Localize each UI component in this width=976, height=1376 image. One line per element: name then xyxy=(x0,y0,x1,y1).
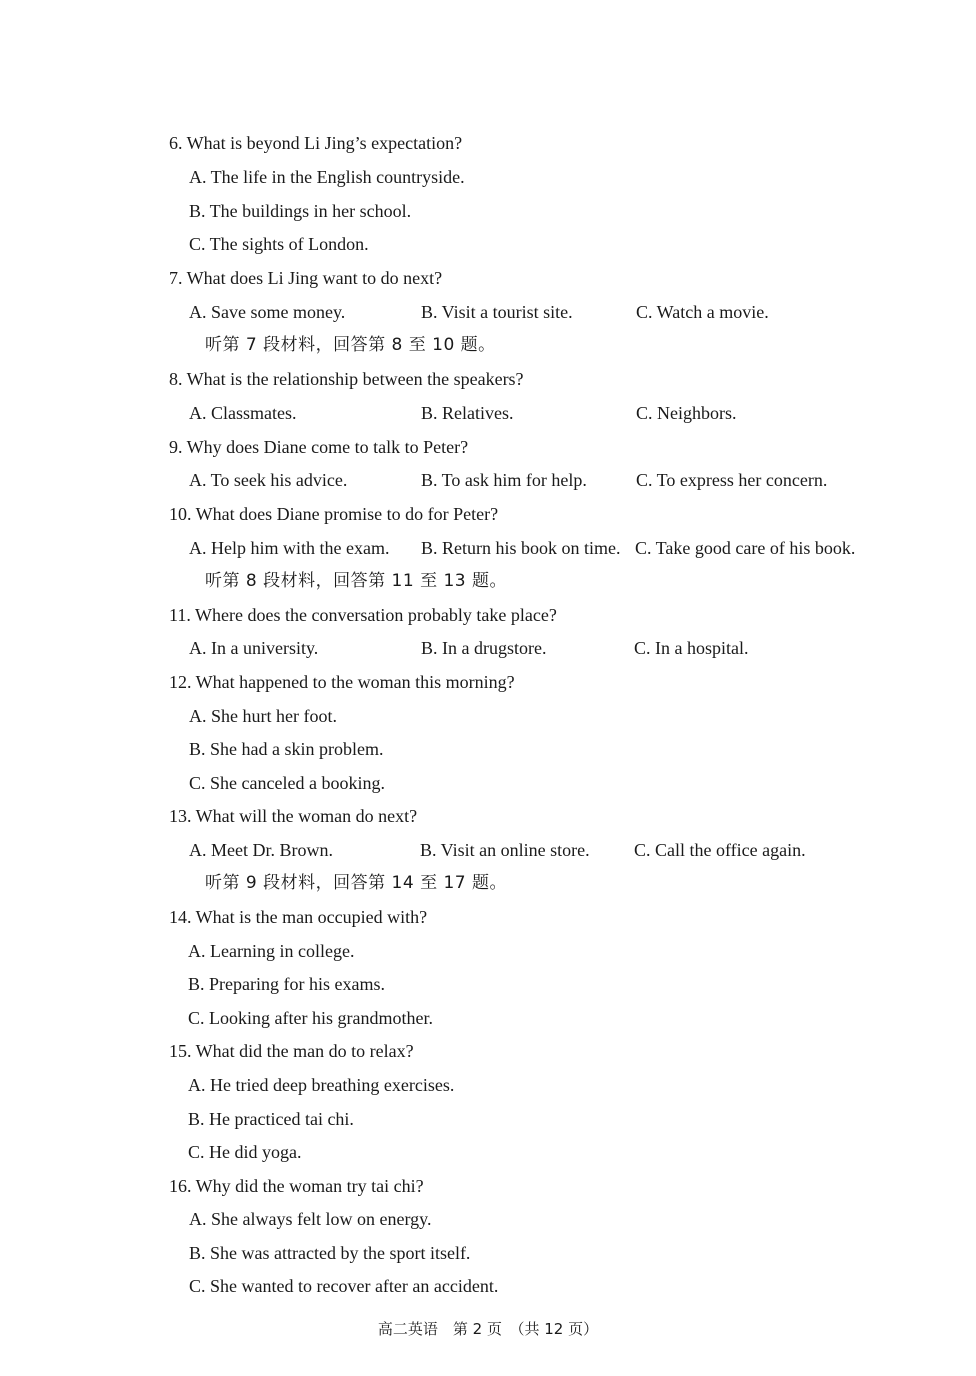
question-8-option-b: B. Relatives. xyxy=(421,403,514,423)
question-9-option-c: C. To express her concern. xyxy=(636,470,828,490)
question-11-stem: 11. Where does the conversation probably take place? xyxy=(169,605,557,625)
section-9-instruction: 听第 9 段材料，回答第 14 至 17 题。 xyxy=(205,873,508,893)
question-13-stem: 13. What will the woman do next? xyxy=(169,806,418,826)
question-12-stem: 12. What happened to the woman this morning? xyxy=(169,672,515,692)
question-8-stem: 8. What is the relationship between the speakers? xyxy=(169,369,524,389)
question-11-option-c: C. In a hospital. xyxy=(634,638,749,658)
question-14-stem: 14. What is the man occupied with? xyxy=(169,907,428,927)
question-15-stem: 15. What did the man do to relax? xyxy=(169,1041,414,1061)
question-15-option-c: C. He did yoga. xyxy=(188,1142,302,1162)
question-13-option-c: C. Call the office again. xyxy=(634,840,806,860)
question-12-option-a: A. She hurt her foot. xyxy=(189,706,337,726)
question-10-option-c: C. Take good care of his book. xyxy=(635,538,856,558)
question-6-option-c: C. The sights of London. xyxy=(189,234,369,254)
question-6-stem: 6. What is beyond Li Jing’s expectation? xyxy=(169,133,463,153)
section-7-instruction: 听第 7 段材料，回答第 8 至 10 题。 xyxy=(205,335,496,355)
question-6-option-a: A. The life in the English countryside. xyxy=(189,167,465,187)
question-13-option-b: B. Visit an online store. xyxy=(420,840,590,860)
question-8-option-a: A. Classmates. xyxy=(189,403,297,423)
question-7-option-a: A. Save some money. xyxy=(189,302,346,322)
question-14-option-b: B. Preparing for his exams. xyxy=(188,974,385,994)
question-10-option-a: A. Help him with the exam. xyxy=(189,538,390,558)
question-15-option-b: B. He practiced tai chi. xyxy=(188,1109,354,1129)
question-9-option-b: B. To ask him for help. xyxy=(421,470,587,490)
question-10-stem: 10. What does Diane promise to do for Peter? xyxy=(169,504,499,524)
question-16-option-c: C. She wanted to recover after an accident. xyxy=(189,1276,499,1296)
question-16-option-b: B. She was attracted by the sport itself. xyxy=(189,1243,471,1263)
question-16-stem: 16. Why did the woman try tai chi? xyxy=(169,1176,424,1196)
question-9-option-a: A. To seek his advice. xyxy=(189,470,348,490)
question-8-option-c: C. Neighbors. xyxy=(636,403,737,423)
section-8-instruction: 听第 8 段材料，回答第 11 至 13 题。 xyxy=(205,571,508,591)
question-9-stem: 9. Why does Diane come to talk to Peter? xyxy=(169,437,469,457)
question-11-option-b: B. In a drugstore. xyxy=(421,638,547,658)
question-7-stem: 7. What does Li Jing want to do next? xyxy=(169,268,443,288)
question-16-option-a: A. She always felt low on energy. xyxy=(189,1209,432,1229)
question-14-option-a: A. Learning in college. xyxy=(188,941,355,961)
question-7-option-c: C. Watch a movie. xyxy=(636,302,769,322)
question-12-option-c: C. She canceled a booking. xyxy=(189,773,385,793)
question-6-option-b: B. The buildings in her school. xyxy=(189,201,412,221)
question-12-option-b: B. She had a skin problem. xyxy=(189,739,384,759)
question-7-option-b: B. Visit a tourist site. xyxy=(421,302,573,322)
page-footer: 高二英语 第 2 页 （共 12 页） xyxy=(377,1320,599,1338)
question-15-option-a: A. He tried deep breathing exercises. xyxy=(188,1075,455,1095)
question-11-option-a: A. In a university. xyxy=(189,638,319,658)
question-14-option-c: C. Looking after his grandmother. xyxy=(188,1008,433,1028)
question-13-option-a: A. Meet Dr. Brown. xyxy=(189,840,333,860)
question-10-option-b: B. Return his book on time. xyxy=(421,538,621,558)
